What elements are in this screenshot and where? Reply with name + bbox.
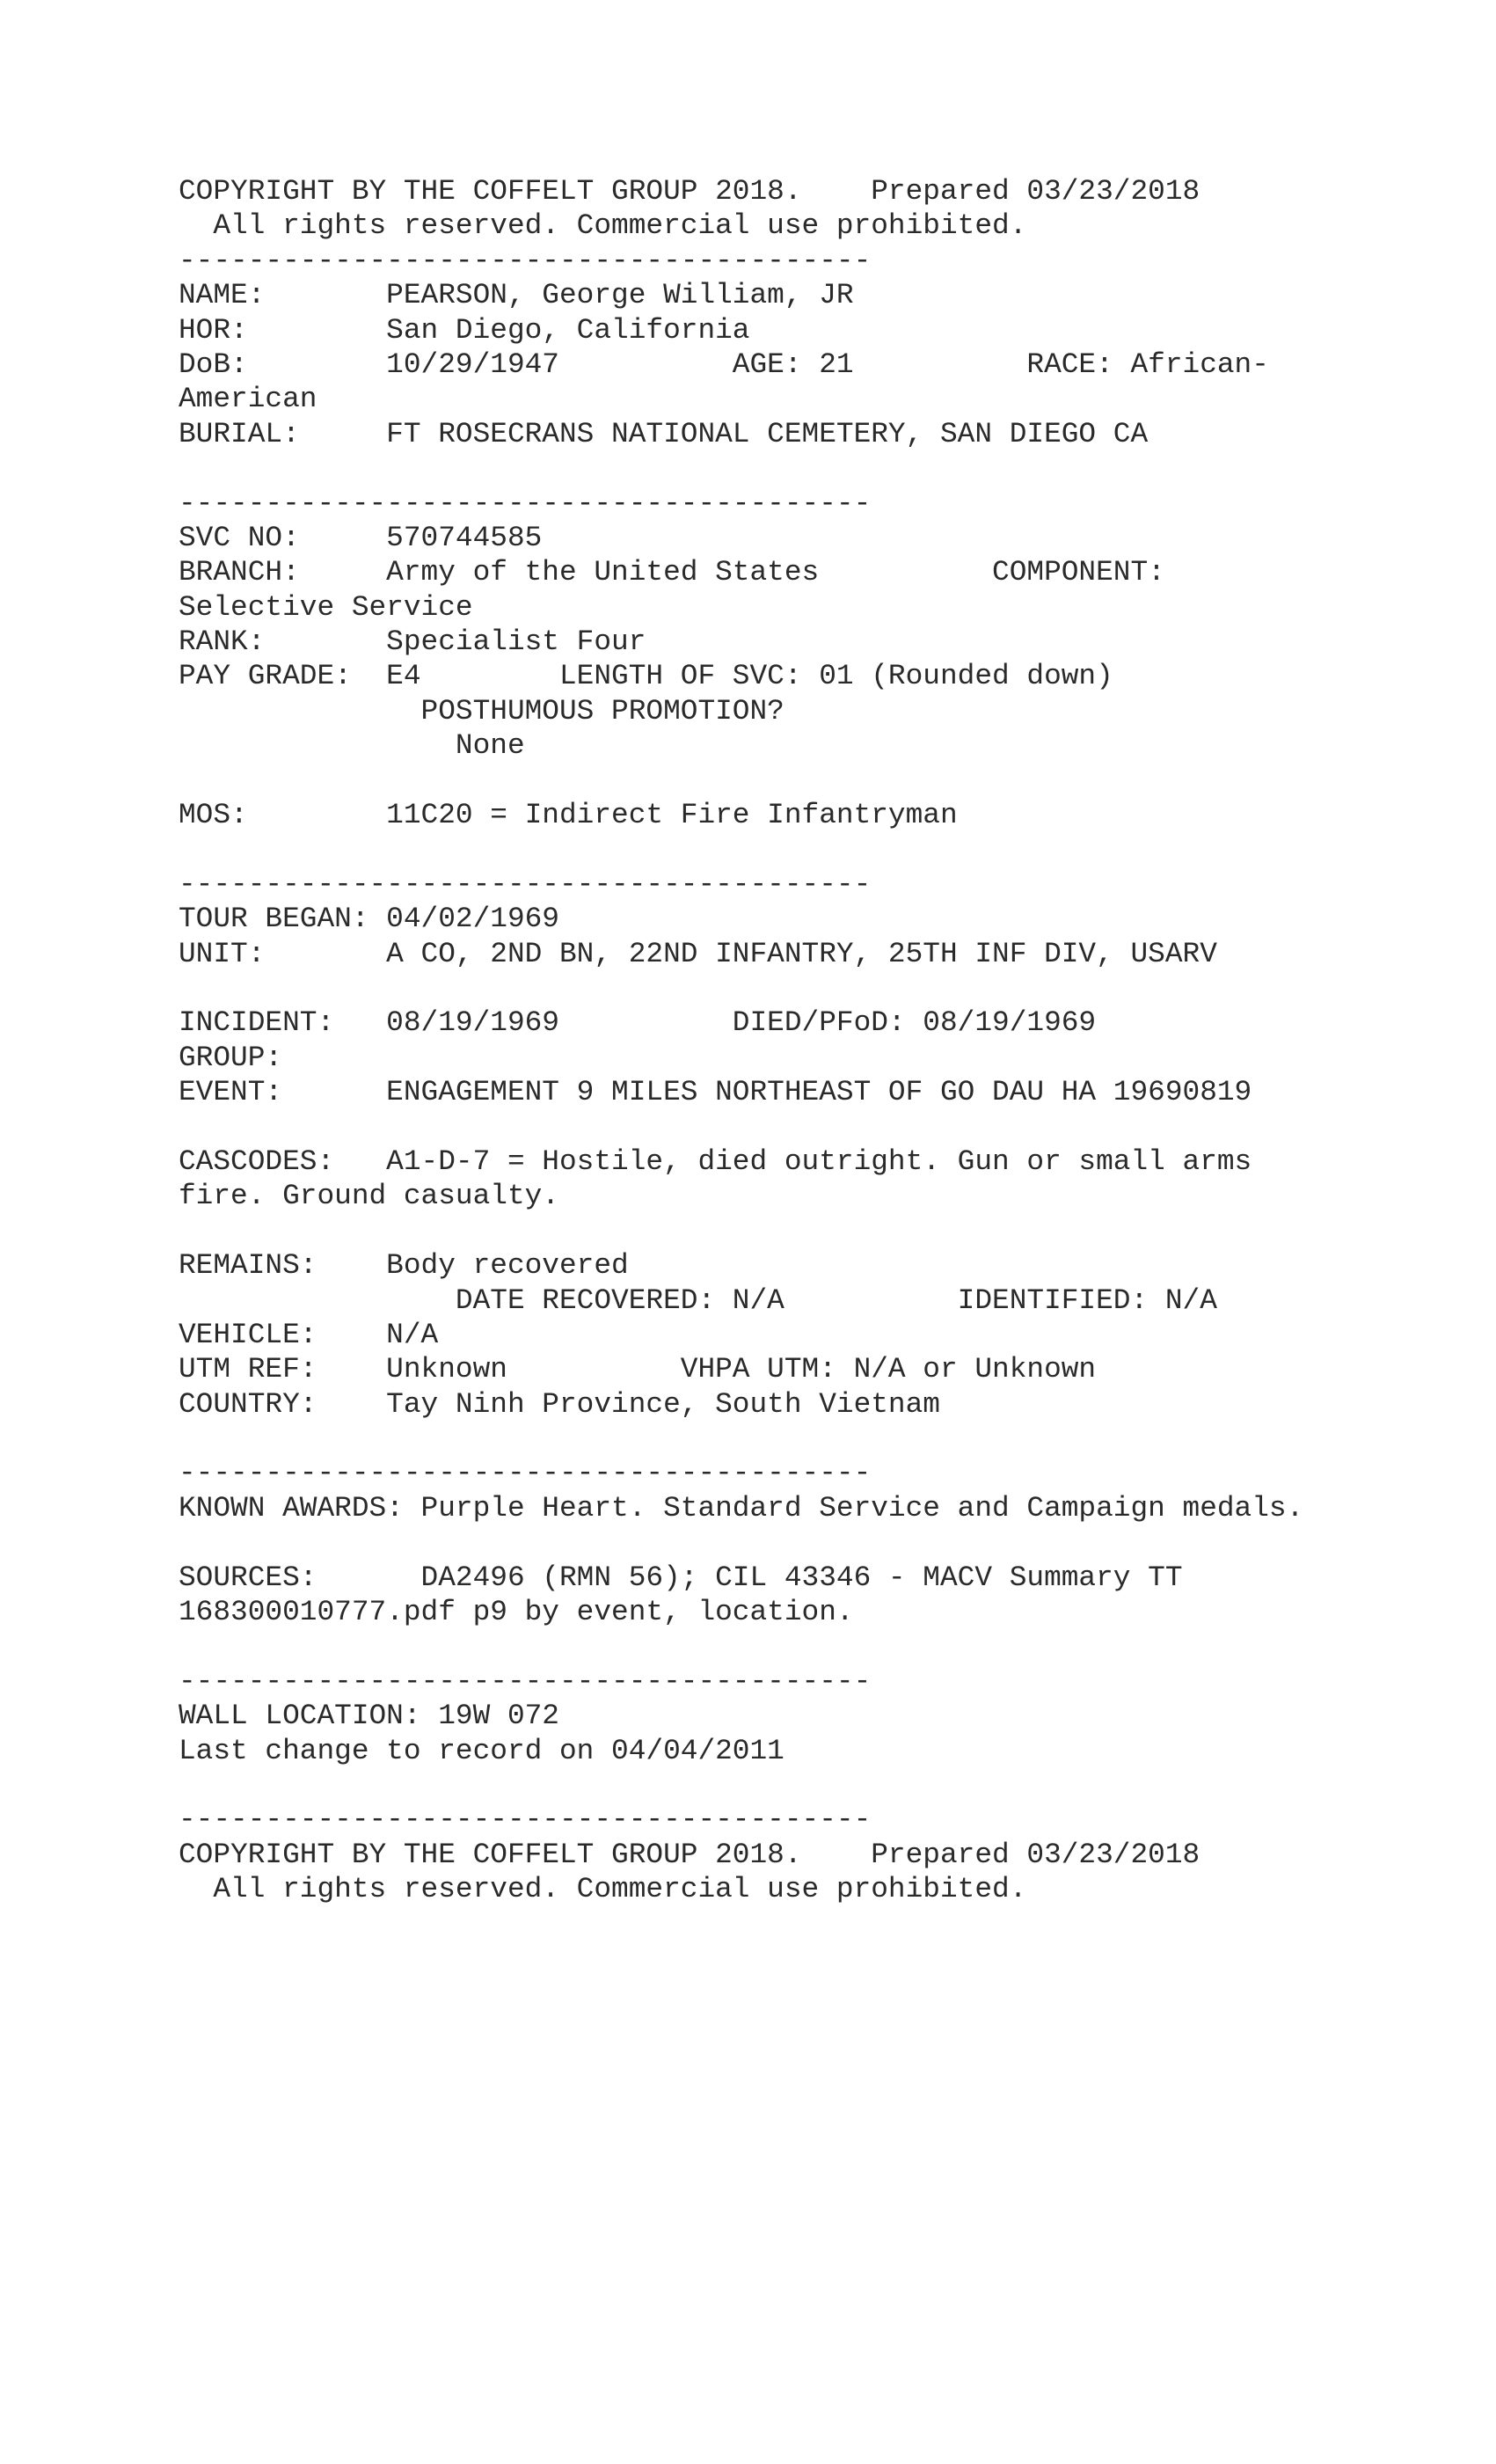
- tour-began-line: TOUR BEGAN: 04/02/1969: [179, 903, 559, 936]
- divider-rule: ----------------------------------------: [179, 1803, 872, 1837]
- posthumous-promotion-value: None: [179, 729, 525, 763]
- blank-line: [179, 1525, 1410, 1560]
- blank-line: [179, 971, 1410, 1005]
- divider-rule: ----------------------------------------: [179, 244, 872, 277]
- blank-line: [179, 1110, 1410, 1144]
- blank-line: [179, 451, 1410, 486]
- last-change-line: Last change to record on 04/04/2011: [179, 1734, 784, 1767]
- divider-rule: ----------------------------------------: [179, 1664, 872, 1698]
- rank-line: RANK: Specialist Four: [179, 625, 646, 659]
- blank-line: [179, 1214, 1410, 1248]
- blank-line: [179, 832, 1410, 866]
- cascodes-line: CASCODES: A1-D-7 = Hostile, died outright. Gun or small arms: [179, 1144, 1252, 1178]
- divider-rule: ----------------------------------------: [179, 1457, 872, 1490]
- wall-location-line: WALL LOCATION: 19W 072: [179, 1700, 559, 1733]
- country-line: COUNTRY: Tay Ninh Province, South Vietnam: [179, 1387, 940, 1421]
- unit-line: UNIT: A CO, 2ND BN, 22ND INFANTRY, 25TH INF DIV, USARV: [179, 937, 1217, 970]
- incident-line: INCIDENT: 08/19/1969 DIED/PFoD: 08/19/1969: [179, 1006, 1097, 1040]
- pay-grade-line: PAY GRADE: E4 LENGTH OF SVC: 01 (Rounded down): [179, 660, 1113, 693]
- mos-line: MOS: 11C20 = Indirect Fire Infantryman: [179, 799, 958, 832]
- known-awards-line: KNOWN AWARDS: Purple Heart. Standard Service and Campaign medals.: [179, 1491, 1304, 1524]
- footer-copyright: COPYRIGHT BY THE COFFELT GROUP 2018. Prepared 03/23/2018: [179, 1838, 1200, 1871]
- divider-rule: ----------------------------------------: [179, 486, 872, 520]
- blank-line: [179, 1768, 1410, 1802]
- sources-line: SOURCES: DA2496 (RMN 56); CIL 43346 - MACV Summary TT: [179, 1561, 1183, 1594]
- footer-rights: All rights reserved. Commercial use prohibited.: [179, 1873, 1027, 1906]
- casualty-record: [179, 174, 1410, 1907]
- blank-line: [179, 1629, 1410, 1663]
- utm-ref-line: UTM REF: Unknown VHPA UTM: N/A or Unknown: [179, 1353, 1097, 1386]
- sources-continuation: 168300010777.pdf p9 by event, location.: [179, 1596, 854, 1629]
- event-line: EVENT: ENGAGEMENT 9 MILES NORTHEAST OF GO DAU HA 19690819: [179, 1076, 1252, 1109]
- name-line: NAME: PEARSON, George William, JR: [179, 279, 854, 312]
- divider-rule: ----------------------------------------: [179, 867, 872, 901]
- date-recovered-line: DATE RECOVERED: N/A IDENTIFIED: N/A: [179, 1283, 1217, 1317]
- svc-no-line: SVC NO: 570744585: [179, 521, 543, 554]
- vehicle-line: VEHICLE: N/A: [179, 1318, 439, 1351]
- hor-line: HOR: San Diego, California: [179, 313, 750, 347]
- group-line: GROUP:: [179, 1041, 283, 1074]
- branch-line: BRANCH: Army of the United States COMPONENT:: [179, 556, 1165, 589]
- header-copyright: COPYRIGHT BY THE COFFELT GROUP 2018. Prepared 03/23/2018: [179, 175, 1200, 208]
- component-continuation: Selective Service: [179, 590, 473, 624]
- header-rights: All rights reserved. Commercial use prohibited.: [179, 209, 1027, 243]
- blank-line: [179, 764, 1410, 798]
- dob-line: DoB: 10/29/1947 AGE: 21 RACE: African-: [179, 347, 1269, 381]
- remains-line: REMAINS: Body recovered: [179, 1249, 629, 1283]
- posthumous-promotion-label: POSTHUMOUS PROMOTION?: [179, 694, 784, 728]
- cascodes-continuation: fire. Ground casualty.: [179, 1180, 559, 1213]
- race-continuation: American: [179, 383, 317, 416]
- blank-line: [179, 1422, 1410, 1456]
- burial-line: BURIAL: FT ROSECRANS NATIONAL CEMETERY, SAN DIEGO CA: [179, 417, 1149, 450]
